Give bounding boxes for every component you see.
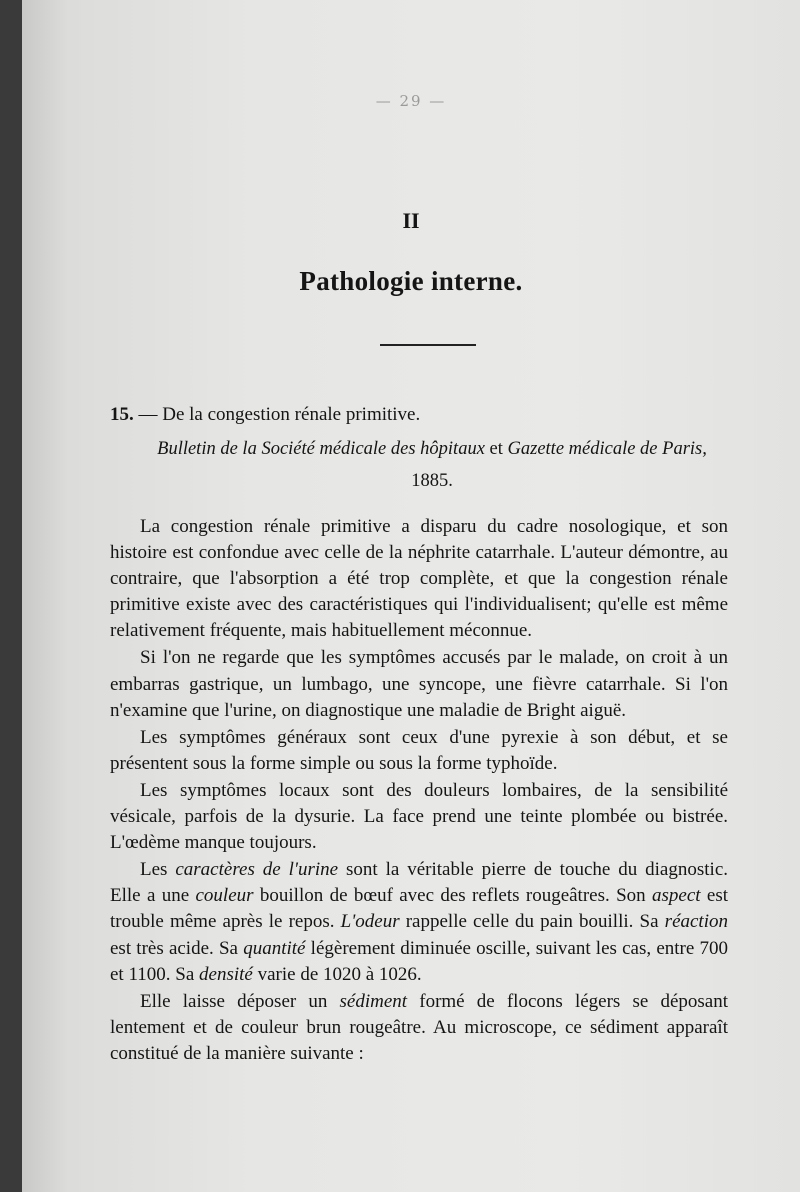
sediment-paragraph — [110, 989, 728, 1067]
emphasis: sédiment — [339, 990, 408, 1012]
title-rule — [380, 344, 476, 346]
text-run: légèrement diminuée oscille, suivant les cas, entre 700 et 1100. Sa — [110, 937, 729, 985]
urine-paragraph — [110, 857, 728, 987]
text-run: formé de flocons légers se déposant lentement et de couleur brun rougeâtre. Au microscope, ce sédiment apparaît constitué de la manière suivante : — [110, 990, 728, 1064]
source-year: 1885. — [411, 471, 453, 491]
paragraph: La congestion rénale primitive a disparu du cadre nosologique, et son histoire est confondue avec celle de la néphrite catarrhale. L'auteur démontre, au contraire, que l'absorption a été trop complète, et que la congestion rénale primitive existe avec des caractéristiques qui l'individualisent; qu'elle est même relativement fréquente, mais habituellement méconnue. — [110, 516, 728, 642]
emphasis: couleur — [195, 885, 254, 907]
article-heading — [110, 404, 420, 426]
article-source — [142, 433, 722, 497]
article-body — [110, 514, 728, 1068]
text-run: Elle laisse déposer un — [140, 990, 340, 1012]
emphasis: réaction — [664, 911, 728, 933]
section-number: II — [402, 208, 420, 233]
text-run: est trouble même après le repos. — [110, 885, 728, 933]
text-run: varie de 1020 à 1026. — [252, 963, 422, 985]
article-number: 15. — [110, 404, 134, 425]
text-run: rappelle celle du pain bouilli. Sa — [399, 911, 665, 933]
page-number: — 29 — — [375, 92, 447, 110]
emphasis: caractères de l'urine — [175, 859, 339, 881]
emphasis: aspect — [652, 885, 701, 907]
emphasis: densité — [199, 963, 253, 985]
text-run: sont la véritable pierre de touche du diagnostic. Elle a une — [110, 859, 729, 907]
text-run: est très acide. Sa — [110, 937, 244, 959]
emphasis: quantité — [243, 937, 306, 959]
emphasis: L'odeur — [340, 911, 400, 933]
paragraph: Les symptômes généraux sont ceux d'une pyrexie à son début, et se présentent sous la forme simple ou sous la forme typhoïde. — [110, 726, 728, 774]
paragraph: Les symptômes locaux sont des douleurs lombaires, de la sensibilité vésicale, parfois de la dysurie. La face prend une teinte plombée ou bistrée. L'œdème manque toujours. — [110, 779, 728, 854]
source-conjunction: et — [489, 439, 503, 459]
paragraph: Si l'on ne regarde que les symptômes accusés par le malade, on croit à un embarras gastrique, un lumbago, une syncope, une fièvre catarrhale. Si l'on n'examine que l'urine, on diagnostique une maladie de Bright aiguë. — [110, 647, 728, 721]
text-run: Les — [140, 859, 176, 881]
section-title: Pathologie interne. — [299, 266, 523, 296]
source-journal-2: Gazette médicale de Paris, — [507, 439, 707, 459]
source-journal-1: Bulletin de la Société médicale des hôpitaux — [157, 439, 485, 459]
text-run: bouillon de bœuf avec des reflets rougeâtres. Son — [253, 885, 652, 907]
article-title: — De la congestion rénale primitive. — [138, 404, 421, 425]
book-page — [22, 0, 800, 1192]
